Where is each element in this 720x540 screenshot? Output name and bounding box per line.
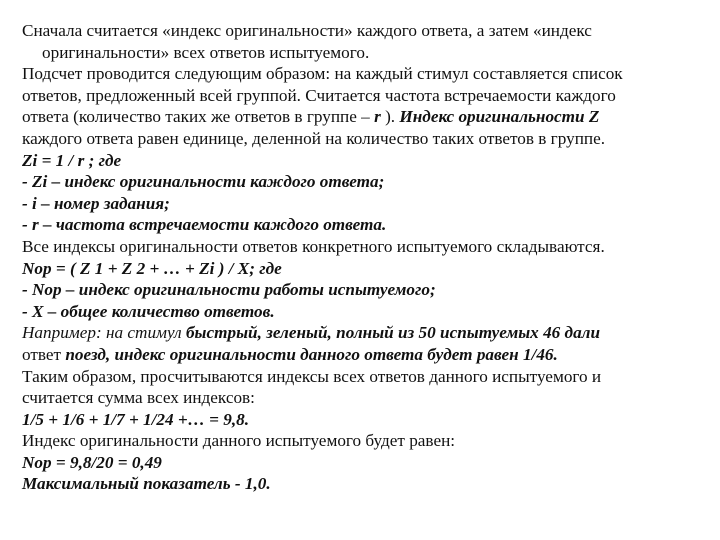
variable-r: r: [374, 107, 381, 127]
definition-line: - r – частота встречаемости каждого ответа.: [22, 215, 387, 235]
definition-line: - Nор – индекс оригинальности работы испытуемого;: [22, 280, 436, 300]
emphasis-text: Индекс оригинальности Z: [399, 107, 600, 127]
paragraph-line: [22, 106, 702, 128]
paragraph-line: оригинальности» всех ответов испытуемого.: [42, 42, 370, 62]
emphasis-text: быстрый, зеленый, полный из 50 испытуемых 46 дали: [185, 323, 601, 343]
paragraph-line: каждого ответа равен единице, деленной на количество таких ответов в группе.: [22, 128, 606, 148]
emphasis-text: поезд, индекс оригинальности данного ответа будет равен 1/46.: [65, 344, 558, 364]
definition-line: - X – общее количество ответов.: [22, 301, 275, 321]
text-run: ответ: [22, 344, 66, 364]
formula-line: Zi = 1 / r ; где: [22, 150, 122, 170]
document-text: [22, 20, 702, 495]
definition-line: - Zi – индекс оригинальности каждого ответа;: [22, 172, 385, 192]
paragraph-line: ответов, предложенный всей группой. Считается частота встречаемости каждого: [22, 85, 616, 105]
text-run: ).: [380, 107, 400, 127]
formula-line: Максимальный показатель - 1,0.: [22, 474, 271, 494]
formula-line: Nор = 9,8/20 = 0,49: [22, 452, 162, 472]
text-run: Например: на стимул: [22, 323, 186, 343]
paragraph-line: Индекс оригинальности данного испытуемого будет равен:: [22, 431, 456, 451]
formula-line: Nор = ( Z 1 + Z 2 + … + Zi ) / X; где: [22, 258, 282, 278]
paragraph-line: Подсчет проводится следующим образом: на каждый стимул составляется список: [22, 64, 623, 84]
example-line: [22, 344, 702, 366]
example-line: [22, 322, 702, 344]
text-run: ответа (количество таких же ответов в группе –: [22, 107, 375, 127]
paragraph-line: Все индексы оригинальности ответов конкретного испытуемого складываются.: [22, 236, 605, 256]
paragraph-line: Сначала считается «индекс оригинальности» каждого ответа, а затем «индекс: [22, 21, 592, 40]
paragraph-line: Таким образом, просчитываются индексы всех ответов данного испытуемого и: [22, 366, 602, 386]
formula-line: 1/5 + 1/6 + 1/7 + 1/24 +… = 9,8.: [22, 409, 250, 429]
definition-line: - i – номер задания;: [22, 193, 170, 213]
paragraph-line: считается сумма всех индексов:: [22, 388, 255, 408]
